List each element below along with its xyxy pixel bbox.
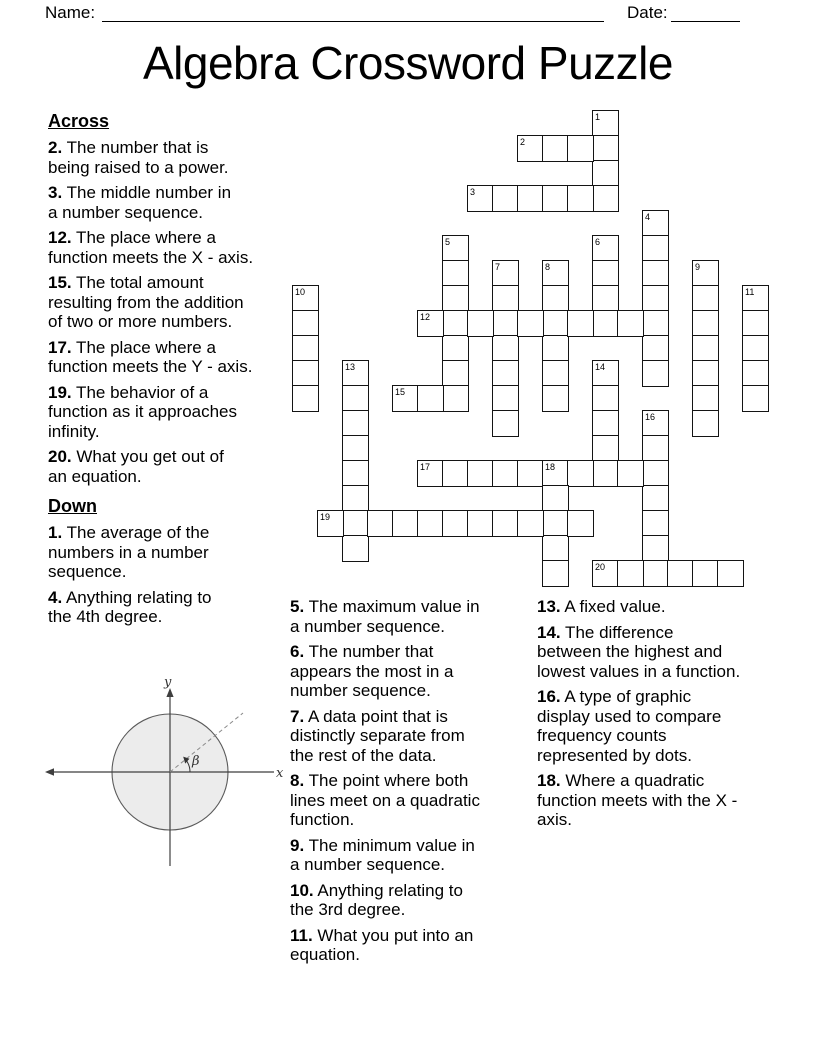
clue-text-line: a number sequence. (48, 202, 203, 222)
grid-cell[interactable] (392, 510, 419, 537)
clue-text-line: infinity. (48, 421, 100, 441)
date-blank-line[interactable] (671, 2, 740, 22)
down-clues-left (48, 523, 290, 627)
date-label: Date: (627, 3, 668, 22)
grid-cell-number: 9 (695, 261, 701, 272)
grid-cell[interactable] (692, 385, 719, 412)
grid-cell[interactable] (592, 160, 619, 187)
grid-cell[interactable] (592, 310, 619, 337)
clue-number: 10. (290, 880, 314, 900)
grid-cell-number: 7 (495, 261, 501, 272)
grid-cell[interactable] (542, 360, 569, 387)
clue-number: 5. (290, 597, 305, 616)
grid-cell[interactable] (417, 510, 444, 537)
clue-12: 12. The place where a function meets the X - axis. (48, 228, 290, 267)
clue-text-line: equation. (290, 945, 360, 964)
grid-cell[interactable] (567, 135, 594, 162)
grid-cell[interactable] (542, 335, 569, 362)
clue-text-line: distinctly separate from (290, 726, 465, 745)
grid-cell[interactable] (692, 410, 719, 437)
grid-cell-number: 20 (595, 561, 606, 572)
grid-cell-number: 6 (595, 236, 601, 247)
clue-20: 20. What you get out of an equation. (48, 447, 290, 486)
grid-cell[interactable] (642, 210, 669, 237)
clue-number: 4. (48, 587, 63, 607)
grid-cell-number: 11 (745, 286, 755, 297)
clue-column-left (48, 111, 290, 633)
grid-cell[interactable] (692, 260, 719, 287)
grid-cell[interactable] (517, 310, 544, 337)
grid-cell[interactable] (617, 460, 644, 487)
grid-cell[interactable] (642, 335, 669, 362)
clue-number: 12. (48, 228, 72, 247)
angle-label: β (192, 754, 200, 769)
grid-cell[interactable] (492, 510, 519, 537)
grid-cell[interactable] (542, 560, 569, 587)
grid-cell[interactable] (667, 560, 694, 587)
grid-cell-number: 2 (520, 136, 526, 147)
grid-cell[interactable] (442, 360, 469, 387)
clue-text-line: axis. (537, 810, 572, 829)
clue-text-line: numbers in a number (48, 542, 209, 562)
grid-cell[interactable] (542, 285, 569, 312)
grid-cell[interactable] (642, 410, 669, 437)
grid-cell[interactable] (542, 485, 569, 512)
grid-cell[interactable] (542, 260, 569, 287)
grid-cell[interactable] (517, 460, 544, 487)
name-label: Name: (45, 3, 96, 22)
grid-cell[interactable] (442, 235, 469, 262)
clue-4: 4. Anything relating to the 4th degree. (48, 588, 290, 627)
clue-number: 8. (290, 771, 305, 790)
grid-cell[interactable] (292, 385, 319, 412)
grid-cell[interactable] (567, 510, 594, 537)
grid-cell[interactable] (692, 335, 719, 362)
clue-6: 6. The number that appears the most in a number sequence. (290, 642, 512, 701)
clue-number: 11. (290, 925, 313, 945)
clue-text-line: lowest values in a function. (537, 661, 741, 681)
across-heading: Across (48, 111, 110, 131)
clue-number: 13. (537, 597, 561, 616)
grid-cell[interactable] (342, 485, 369, 512)
clue-text-line: function meets the Y - axis. (48, 357, 253, 376)
grid-cell-number: 16 (645, 411, 656, 422)
clue-text-line: between the highest and (537, 642, 723, 661)
clue-text-line: resulting from the addition (48, 292, 244, 312)
grid-cell[interactable] (642, 510, 669, 537)
grid-cell[interactable] (592, 410, 619, 437)
grid-cell[interactable] (467, 310, 494, 337)
clue-number: 1. (48, 523, 63, 542)
grid-cell[interactable] (742, 360, 769, 387)
clue-number: 16. (537, 687, 561, 706)
clue-number: 15. (48, 273, 72, 292)
grid-cell[interactable] (642, 360, 669, 387)
grid-cell[interactable] (317, 510, 344, 537)
grid-cell-number: 18 (545, 461, 556, 472)
clue-text-line: number sequence. (290, 681, 431, 700)
clue-text-line: an equation. (48, 466, 142, 486)
grid-cell[interactable] (517, 185, 544, 212)
grid-cell[interactable] (467, 510, 494, 537)
grid-cell[interactable] (492, 310, 519, 337)
grid-cell[interactable] (592, 285, 619, 312)
clue-text-line: appears the most in a (290, 661, 454, 681)
grid-cell[interactable] (592, 135, 619, 162)
grid-cell-number: 13 (345, 361, 356, 372)
grid-cell[interactable] (592, 385, 619, 412)
clue-number: 9. (290, 835, 305, 855)
grid-cell[interactable] (492, 335, 519, 362)
grid-cell-number: 1 (595, 111, 601, 122)
grid-cell[interactable] (492, 185, 519, 212)
clue-14: 14. The difference between the highest and lowest values in a function. (537, 623, 775, 682)
grid-cell[interactable] (642, 535, 669, 562)
clue-column-right (537, 597, 775, 836)
clue-number: 18. (537, 771, 561, 790)
grid-cell[interactable] (467, 185, 494, 212)
clue-column-middle (290, 597, 512, 971)
clue-text-line: function meets with the X - (537, 790, 738, 810)
grid-cell[interactable] (592, 260, 619, 287)
grid-cell[interactable] (642, 285, 669, 312)
grid-cell[interactable] (442, 310, 469, 337)
clue-number: 3. (48, 183, 63, 202)
grid-cell[interactable] (692, 560, 719, 587)
grid-cell[interactable] (692, 285, 719, 312)
clue-18: 18. Where a quadratic function meets with the X - axis. (537, 771, 775, 830)
clue-text-line: a number sequence. (290, 616, 445, 636)
clue-number: 20. (48, 447, 72, 466)
grid-cell[interactable] (342, 410, 369, 437)
grid-cell[interactable] (567, 185, 594, 212)
grid-cell[interactable] (542, 135, 569, 162)
grid-cell[interactable] (517, 135, 544, 162)
grid-cell[interactable] (392, 385, 419, 412)
clue-text-line: the rest of the data. (290, 745, 437, 765)
grid-cell[interactable] (742, 310, 769, 337)
grid-cell[interactable] (292, 310, 319, 337)
grid-cell[interactable] (517, 510, 544, 537)
grid-cell-number: 14 (595, 361, 606, 372)
clue-text-line: of two or more numbers. (48, 312, 233, 331)
grid-cell[interactable] (592, 560, 619, 587)
clue-7: 7. A data point that is distinctly separate from the rest of the data. (290, 707, 512, 766)
clue-text-line: function as it approaches (48, 402, 238, 421)
grid-cell[interactable] (342, 360, 369, 387)
clue-text-line: sequence. (48, 562, 127, 581)
clue-19: 19. The behavior of a function as it approaches infinity. (48, 383, 290, 442)
grid-cell[interactable] (342, 510, 369, 537)
grid-cell[interactable] (717, 560, 744, 587)
clue-1: 1. The average of the numbers in a number sequence. (48, 523, 290, 582)
grid-cell[interactable] (692, 310, 719, 337)
grid-cell[interactable] (542, 310, 569, 337)
grid-cell[interactable] (342, 535, 369, 562)
grid-cell[interactable] (542, 385, 569, 412)
grid-cell[interactable] (592, 110, 619, 137)
grid-cell[interactable] (617, 560, 644, 587)
unit-circle-figure (42, 646, 288, 880)
grid-cell[interactable] (542, 185, 569, 212)
grid-cell[interactable] (492, 410, 519, 437)
clue-number: 7. (290, 706, 305, 726)
grid-cell[interactable] (742, 335, 769, 362)
x-axis-arrow-icon (45, 768, 54, 776)
across-clues (48, 138, 290, 486)
grid-cell-number: 5 (445, 236, 451, 247)
grid-cell[interactable] (592, 435, 619, 462)
grid-cell[interactable] (642, 560, 669, 587)
grid-cell[interactable] (492, 385, 519, 412)
grid-cell[interactable] (367, 510, 394, 537)
grid-cell[interactable] (442, 260, 469, 287)
x-axis-label: x (276, 766, 284, 781)
grid-cell[interactable] (442, 460, 469, 487)
grid-cell[interactable] (642, 485, 669, 512)
page-title: Algebra Crossword Puzzle (142, 37, 673, 89)
grid-cell[interactable] (492, 260, 519, 287)
grid-cell[interactable] (292, 335, 319, 362)
clue-text-line: the 4th degree. (48, 607, 163, 626)
y-axis-label: y (164, 675, 172, 690)
grid-cell[interactable] (617, 310, 644, 337)
clue-text-line: function meets the X - axis. (48, 247, 254, 267)
clue-text-line: frequency counts (537, 726, 667, 745)
clue-16: 16. A type of graphic display used to compare frequency counts represented by dots. (537, 687, 775, 765)
clue-number: 19. (48, 382, 72, 402)
clue-text-line: function. (290, 810, 355, 829)
clue-15: 15. The total amount resulting from the addition of two or more numbers. (48, 273, 290, 332)
grid-cell-number: 12 (420, 311, 431, 322)
clue-8: 8. The point where both lines meet on a quadratic function. (290, 771, 512, 830)
grid-cell[interactable] (742, 385, 769, 412)
down-clues-middle (290, 597, 512, 965)
grid-cell[interactable] (642, 460, 669, 487)
clue-2: 2. The number that is being raised to a power. (48, 138, 290, 177)
down-clues-right (537, 597, 775, 830)
clue-text-line: the 3rd degree. (290, 900, 406, 919)
grid-cell[interactable] (642, 235, 669, 262)
grid-cell[interactable] (292, 360, 319, 387)
crossword-grid (292, 110, 770, 588)
name-blank-line[interactable] (102, 2, 604, 22)
grid-cell[interactable] (342, 435, 369, 462)
grid-cell[interactable] (692, 360, 719, 387)
clue-number: 2. (48, 138, 63, 157)
grid-cell-number: 4 (645, 211, 651, 222)
grid-cell-number: 8 (545, 261, 551, 272)
clue-5: 5. The maximum value in a number sequence. (290, 597, 512, 636)
down-heading: Down (48, 496, 97, 516)
grid-cell[interactable] (642, 310, 669, 337)
grid-cell[interactable] (492, 460, 519, 487)
clue-number: 17. (48, 337, 72, 357)
grid-cell[interactable] (417, 385, 444, 412)
grid-cell[interactable] (567, 310, 594, 337)
grid-cell[interactable] (442, 285, 469, 312)
grid-cell[interactable] (542, 510, 569, 537)
grid-cell[interactable] (492, 285, 519, 312)
grid-cell-number: 15 (395, 386, 406, 397)
grid-cell-number: 10 (295, 286, 306, 297)
grid-cell[interactable] (442, 335, 469, 362)
grid-cell[interactable] (342, 385, 369, 412)
grid-cell[interactable] (492, 360, 519, 387)
grid-cell[interactable] (292, 285, 319, 312)
grid-cell-number: 17 (420, 461, 431, 472)
grid-cell[interactable] (592, 185, 619, 212)
grid-cell[interactable] (442, 385, 469, 412)
grid-cell[interactable] (642, 260, 669, 287)
clue-text-line: lines meet on a quadratic (290, 790, 480, 810)
grid-cell-number: 19 (320, 511, 331, 522)
clue-number: 14. (537, 622, 561, 642)
grid-cell[interactable] (467, 460, 494, 487)
grid-cell[interactable] (642, 435, 669, 462)
grid-cell-number: 3 (470, 186, 476, 197)
grid-cell[interactable] (567, 460, 594, 487)
clue-11: 11. What you put into an equation. (290, 926, 512, 965)
clue-text-line: a number sequence. (290, 855, 445, 874)
grid-cell[interactable] (342, 460, 369, 487)
grid-cell[interactable] (742, 285, 769, 312)
grid-cell[interactable] (542, 535, 569, 562)
clue-3: 3. The middle number in a number sequence. (48, 183, 290, 222)
clue-text-line: display used to compare (537, 706, 722, 726)
clue-text-line: represented by dots. (537, 745, 692, 765)
grid-cell[interactable] (417, 310, 444, 337)
clue-10: 10. Anything relating to the 3rd degree. (290, 881, 512, 920)
clue-13: 13. A fixed value. (537, 597, 666, 616)
clue-9: 9. The minimum value in a number sequence. (290, 836, 512, 875)
grid-cell[interactable] (592, 235, 619, 262)
clue-text-line: being raised to a power. (48, 157, 229, 177)
clue-number: 6. (290, 642, 305, 661)
grid-cell[interactable] (417, 460, 444, 487)
grid-cell[interactable] (592, 460, 619, 487)
clue-17: 17. The place where a function meets the Y - axis. (48, 338, 290, 377)
grid-cell[interactable] (442, 510, 469, 537)
grid-cell[interactable] (542, 460, 569, 487)
grid-cell[interactable] (592, 360, 619, 387)
